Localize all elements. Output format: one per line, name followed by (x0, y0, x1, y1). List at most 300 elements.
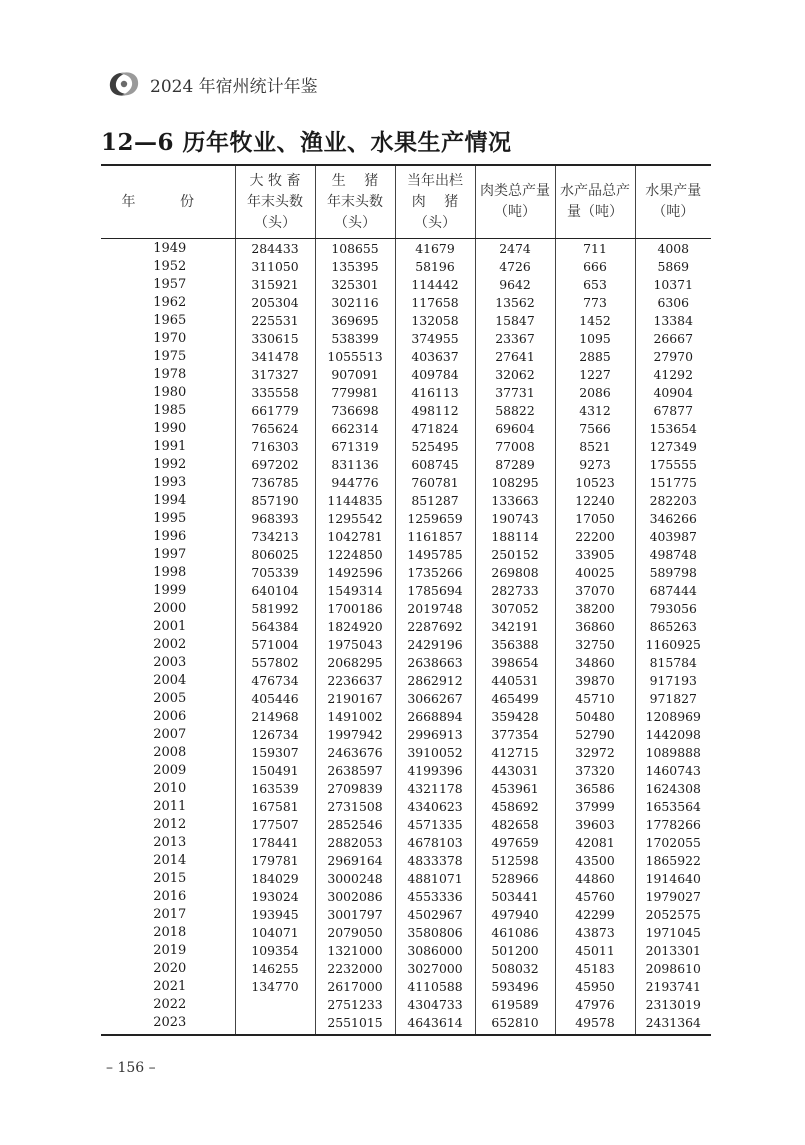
value-cell: 498748 (635, 546, 711, 564)
value-cell: 2190167 (315, 690, 395, 708)
year-cell: 2020 (153, 961, 187, 976)
table-row (101, 582, 711, 600)
column-header-3 (395, 165, 475, 239)
column-header-line: 肉类总产量 (480, 183, 550, 199)
value-cell: 1460743 (635, 762, 711, 780)
column-header-line: 水果产量 (645, 183, 702, 199)
value-cell: 865263 (635, 618, 711, 636)
value-cell: 497940 (475, 906, 555, 924)
year-cell: 2007 (153, 727, 187, 742)
value-cell: 687444 (635, 582, 711, 600)
value-cell: 661779 (235, 402, 315, 420)
value-cell: 2068295 (315, 654, 395, 672)
value-cell: 12240 (555, 492, 635, 510)
year-cell: 1952 (153, 259, 187, 274)
column-header-line: 大 牧 畜 (249, 172, 301, 189)
value-cell: 1735266 (395, 564, 475, 582)
value-cell: 1700186 (315, 600, 395, 618)
column-header-line: （头） (334, 214, 376, 231)
value-cell: 45183 (555, 960, 635, 978)
value-cell: 917193 (635, 672, 711, 690)
table-body (101, 239, 711, 1036)
table-row (101, 996, 711, 1014)
value-cell: 42081 (555, 834, 635, 852)
year-cell: 2008 (153, 745, 187, 760)
column-header-1 (235, 165, 315, 239)
table-row (101, 960, 711, 978)
value-cell: 1979027 (635, 888, 711, 906)
value-cell: 341478 (235, 348, 315, 366)
value-cell: 374955 (395, 330, 475, 348)
table-row (101, 492, 711, 510)
table-row (101, 312, 711, 330)
value-cell: 42299 (555, 906, 635, 924)
value-cell: 205304 (235, 294, 315, 312)
value-cell: 58196 (395, 258, 475, 276)
year-cell: 2013 (153, 835, 187, 850)
year-cell: 2012 (153, 817, 187, 832)
value-cell: 1971045 (635, 924, 711, 942)
value-cell: 50480 (555, 708, 635, 726)
year-cell: 1991 (153, 439, 187, 454)
value-cell: 177507 (235, 816, 315, 834)
value-cell: 1161857 (395, 528, 475, 546)
value-cell: 4881071 (395, 870, 475, 888)
value-cell: 108295 (475, 474, 555, 492)
value-cell: 269808 (475, 564, 555, 582)
table-header (101, 165, 711, 239)
value-cell: 39603 (555, 816, 635, 834)
value-cell: 151775 (635, 474, 711, 492)
table-row (101, 402, 711, 420)
value-cell: 538399 (315, 330, 395, 348)
value-cell: 23367 (475, 330, 555, 348)
value-cell: 711 (555, 239, 635, 259)
value-cell: 190743 (475, 510, 555, 528)
value-cell: 37320 (555, 762, 635, 780)
value-cell: 2638663 (395, 654, 475, 672)
value-cell: 36586 (555, 780, 635, 798)
value-cell: 1227 (555, 366, 635, 384)
value-cell: 501200 (475, 942, 555, 960)
value-cell: 851287 (395, 492, 475, 510)
value-cell: 317327 (235, 366, 315, 384)
table-title: 12—6 历年牧业、渔业、水果生产情况 (101, 129, 512, 156)
value-cell: 2862912 (395, 672, 475, 690)
value-cell: 87289 (475, 456, 555, 474)
value-cell: 108655 (315, 239, 395, 259)
value-cell: 13384 (635, 312, 711, 330)
table-row (101, 816, 711, 834)
value-cell: 2079050 (315, 924, 395, 942)
value-cell: 593496 (475, 978, 555, 996)
value-cell: 5869 (635, 258, 711, 276)
value-cell: 1997942 (315, 726, 395, 744)
value-cell: 971827 (635, 690, 711, 708)
value-cell: 765624 (235, 420, 315, 438)
value-cell: 4321178 (395, 780, 475, 798)
value-cell: 2013301 (635, 942, 711, 960)
value-cell (235, 996, 315, 1014)
value-cell: 1144835 (315, 492, 395, 510)
table-row (101, 330, 711, 348)
table-row (101, 528, 711, 546)
column-header-6 (635, 165, 711, 239)
table-row (101, 942, 711, 960)
year-cell: 2005 (153, 691, 187, 706)
value-cell: 465499 (475, 690, 555, 708)
value-cell: 2463676 (315, 744, 395, 762)
value-cell: 3580806 (395, 924, 475, 942)
value-cell: 135395 (315, 258, 395, 276)
value-cell: 225531 (235, 312, 315, 330)
value-cell: 27641 (475, 348, 555, 366)
value-cell: 525495 (395, 438, 475, 456)
value-cell: 1042781 (315, 528, 395, 546)
value-cell: 736785 (235, 474, 315, 492)
value-cell: 163539 (235, 780, 315, 798)
value-cell: 44860 (555, 870, 635, 888)
value-cell: 33905 (555, 546, 635, 564)
value-cell: 705339 (235, 564, 315, 582)
value-cell: 571004 (235, 636, 315, 654)
value-cell: 581992 (235, 600, 315, 618)
value-cell: 134770 (235, 978, 315, 996)
column-header-line: 当年出栏 (407, 172, 463, 189)
value-cell: 4833378 (395, 852, 475, 870)
value-cell: 335558 (235, 384, 315, 402)
value-cell: 250152 (475, 546, 555, 564)
table-row (101, 276, 711, 294)
year-cell: 1996 (153, 529, 187, 544)
column-header-line: （吨） (494, 204, 536, 220)
table-row (101, 690, 711, 708)
value-cell: 779981 (315, 384, 395, 402)
year-cell: 1993 (153, 475, 187, 490)
value-cell: 17050 (555, 510, 635, 528)
value-cell: 188114 (475, 528, 555, 546)
value-cell: 857190 (235, 492, 315, 510)
value-cell: 653 (555, 276, 635, 294)
value-cell: 4571335 (395, 816, 475, 834)
year-cell: 2021 (153, 979, 187, 994)
value-cell: 2852546 (315, 816, 395, 834)
value-cell: 1259659 (395, 510, 475, 528)
value-cell: 36860 (555, 618, 635, 636)
value-cell: 4340623 (395, 798, 475, 816)
value-cell: 175555 (635, 456, 711, 474)
value-cell: 503441 (475, 888, 555, 906)
value-cell: 2086 (555, 384, 635, 402)
year-cell: 2019 (153, 943, 187, 958)
value-cell: 330615 (235, 330, 315, 348)
value-cell: 1452 (555, 312, 635, 330)
value-cell: 2882053 (315, 834, 395, 852)
year-cell: 2011 (153, 799, 187, 814)
table-row (101, 762, 711, 780)
value-cell: 184029 (235, 870, 315, 888)
value-cell: 45950 (555, 978, 635, 996)
table-row (101, 654, 711, 672)
value-cell: 132058 (395, 312, 475, 330)
value-cell: 214968 (235, 708, 315, 726)
value-cell: 47976 (555, 996, 635, 1014)
value-cell: 4110588 (395, 978, 475, 996)
value-cell: 69604 (475, 420, 555, 438)
value-cell: 4643614 (395, 1014, 475, 1035)
value-cell: 403987 (635, 528, 711, 546)
value-cell: 471824 (395, 420, 475, 438)
value-cell: 2019748 (395, 600, 475, 618)
value-cell: 640104 (235, 582, 315, 600)
table-row (101, 600, 711, 618)
value-cell: 159307 (235, 744, 315, 762)
year-cell: 1975 (153, 349, 187, 364)
value-cell: 359428 (475, 708, 555, 726)
value-cell: 3001797 (315, 906, 395, 924)
value-cell: 37070 (555, 582, 635, 600)
column-header-line: 量（吨） (567, 204, 623, 220)
value-cell: 2885 (555, 348, 635, 366)
value-cell: 109354 (235, 942, 315, 960)
table-row (101, 420, 711, 438)
table-row (101, 474, 711, 492)
value-cell: 4312 (555, 402, 635, 420)
value-cell: 2236637 (315, 672, 395, 690)
column-header-line: （头） (414, 214, 456, 231)
value-cell: 10523 (555, 474, 635, 492)
value-cell: 398654 (475, 654, 555, 672)
page-number: – 156 – (106, 1060, 156, 1076)
value-cell: 564384 (235, 618, 315, 636)
value-cell: 1653564 (635, 798, 711, 816)
value-cell: 2287692 (395, 618, 475, 636)
value-cell: 2751233 (315, 996, 395, 1014)
value-cell: 405446 (235, 690, 315, 708)
value-cell: 1224850 (315, 546, 395, 564)
value-cell: 9642 (475, 276, 555, 294)
value-cell: 126734 (235, 726, 315, 744)
year-cell: 1985 (153, 403, 187, 418)
value-cell: 179781 (235, 852, 315, 870)
value-cell: 3000248 (315, 870, 395, 888)
table-row (101, 726, 711, 744)
header-row (101, 165, 711, 239)
value-cell: 41679 (395, 239, 475, 259)
column-header-line: 年末头数 (247, 193, 303, 210)
table-row (101, 258, 711, 276)
value-cell: 284433 (235, 239, 315, 259)
value-cell: 153654 (635, 420, 711, 438)
value-cell: 497659 (475, 834, 555, 852)
value-cell: 806025 (235, 546, 315, 564)
table-row (101, 906, 711, 924)
year-cell: 1990 (153, 421, 187, 436)
table-row (101, 294, 711, 312)
value-cell: 1491002 (315, 708, 395, 726)
value-cell: 1160925 (635, 636, 711, 654)
value-cell: 302116 (315, 294, 395, 312)
value-cell: 342191 (475, 618, 555, 636)
value-cell: 2429196 (395, 636, 475, 654)
value-cell: 32972 (555, 744, 635, 762)
value-cell: 67877 (635, 402, 711, 420)
column-header-line: 年末头数 (327, 193, 383, 210)
value-cell: 2232000 (315, 960, 395, 978)
value-cell: 440531 (475, 672, 555, 690)
value-cell: 403637 (395, 348, 475, 366)
value-cell: 461086 (475, 924, 555, 942)
column-header-2 (315, 165, 395, 239)
column-header-line: （吨） (652, 204, 695, 220)
value-cell: 26667 (635, 330, 711, 348)
year-cell: 1995 (153, 511, 187, 526)
table-row (101, 564, 711, 582)
running-header-title: 2024 年宿州统计年鉴 (150, 76, 318, 97)
value-cell: 133663 (475, 492, 555, 510)
year-cell: 2015 (153, 871, 187, 886)
value-cell: 193945 (235, 906, 315, 924)
value-cell: 2098610 (635, 960, 711, 978)
value-cell: 307052 (475, 600, 555, 618)
value-cell: 6306 (635, 294, 711, 312)
value-cell: 760781 (395, 474, 475, 492)
value-cell: 734213 (235, 528, 315, 546)
value-cell: 377354 (475, 726, 555, 744)
table-row (101, 924, 711, 942)
value-cell: 2474 (475, 239, 555, 259)
year-cell: 2016 (153, 889, 187, 904)
value-cell: 127349 (635, 438, 711, 456)
value-cell: 2052575 (635, 906, 711, 924)
value-cell: 736698 (315, 402, 395, 420)
value-cell: 666 (555, 258, 635, 276)
table-row (101, 546, 711, 564)
table-row (101, 672, 711, 690)
value-cell: 1442098 (635, 726, 711, 744)
value-cell: 150491 (235, 762, 315, 780)
value-cell: 1865922 (635, 852, 711, 870)
value-cell: 356388 (475, 636, 555, 654)
value-cell: 49578 (555, 1014, 635, 1035)
value-cell: 77008 (475, 438, 555, 456)
running-header (106, 64, 318, 104)
value-cell: 1785694 (395, 582, 475, 600)
value-cell: 15847 (475, 312, 555, 330)
value-cell: 608745 (395, 456, 475, 474)
table-row (101, 870, 711, 888)
value-cell: 369695 (315, 312, 395, 330)
value-cell: 476734 (235, 672, 315, 690)
year-cell: 2017 (153, 907, 187, 922)
year-cell: 1965 (153, 313, 187, 328)
table-row (101, 852, 711, 870)
yearbook-logo-icon (106, 69, 142, 99)
value-cell: 2996913 (395, 726, 475, 744)
table-row (101, 456, 711, 474)
year-cell: 1978 (153, 367, 187, 382)
value-cell: 7566 (555, 420, 635, 438)
value-cell: 1495785 (395, 546, 475, 564)
value-cell: 409784 (395, 366, 475, 384)
year-cell: 2018 (153, 925, 187, 940)
value-cell: 2551015 (315, 1014, 395, 1035)
value-cell: 45011 (555, 942, 635, 960)
year-cell: 1980 (153, 385, 187, 400)
year-cell: 1998 (153, 565, 187, 580)
value-cell: 482658 (475, 816, 555, 834)
value-cell: 43873 (555, 924, 635, 942)
year-cell: 2009 (153, 763, 187, 778)
value-cell: 32062 (475, 366, 555, 384)
year-cell: 1992 (153, 457, 187, 472)
value-cell: 104071 (235, 924, 315, 942)
value-cell: 43500 (555, 852, 635, 870)
table-row (101, 636, 711, 654)
year-cell: 2000 (153, 601, 187, 616)
value-cell: 944776 (315, 474, 395, 492)
value-cell: 2668894 (395, 708, 475, 726)
value-cell: 1975043 (315, 636, 395, 654)
value-cell: 1778266 (635, 816, 711, 834)
value-cell: 3086000 (395, 942, 475, 960)
value-cell: 8521 (555, 438, 635, 456)
year-cell: 2004 (153, 673, 187, 688)
year-cell: 2010 (153, 781, 187, 796)
value-cell: 3910052 (395, 744, 475, 762)
column-header-0 (101, 165, 235, 239)
value-cell: 1702055 (635, 834, 711, 852)
value-cell: 453961 (475, 780, 555, 798)
value-cell: 4726 (475, 258, 555, 276)
value-cell: 178441 (235, 834, 315, 852)
value-cell: 1208969 (635, 708, 711, 726)
table-row (101, 384, 711, 402)
value-cell: 58822 (475, 402, 555, 420)
value-cell: 1914640 (635, 870, 711, 888)
value-cell (235, 1014, 315, 1035)
value-cell: 37999 (555, 798, 635, 816)
value-cell: 907091 (315, 366, 395, 384)
value-cell: 968393 (235, 510, 315, 528)
table-row (101, 834, 711, 852)
table-row (101, 744, 711, 762)
value-cell: 4199396 (395, 762, 475, 780)
value-cell: 41292 (635, 366, 711, 384)
value-cell: 38200 (555, 600, 635, 618)
value-cell: 2709839 (315, 780, 395, 798)
table-row (101, 618, 711, 636)
value-cell: 4008 (635, 239, 711, 259)
year-cell: 1957 (153, 277, 187, 292)
value-cell: 498112 (395, 402, 475, 420)
value-cell: 167581 (235, 798, 315, 816)
year-cell: 2006 (153, 709, 187, 724)
value-cell: 39870 (555, 672, 635, 690)
value-cell: 412715 (475, 744, 555, 762)
value-cell: 512598 (475, 852, 555, 870)
value-cell: 45710 (555, 690, 635, 708)
year-cell: 2001 (153, 619, 187, 634)
column-header-line: 年 份 (121, 193, 214, 210)
table-row (101, 978, 711, 996)
statistics-table (101, 164, 711, 1036)
value-cell: 443031 (475, 762, 555, 780)
value-cell: 1492596 (315, 564, 395, 582)
value-cell: 1295542 (315, 510, 395, 528)
year-cell: 2022 (153, 997, 187, 1012)
value-cell: 37731 (475, 384, 555, 402)
